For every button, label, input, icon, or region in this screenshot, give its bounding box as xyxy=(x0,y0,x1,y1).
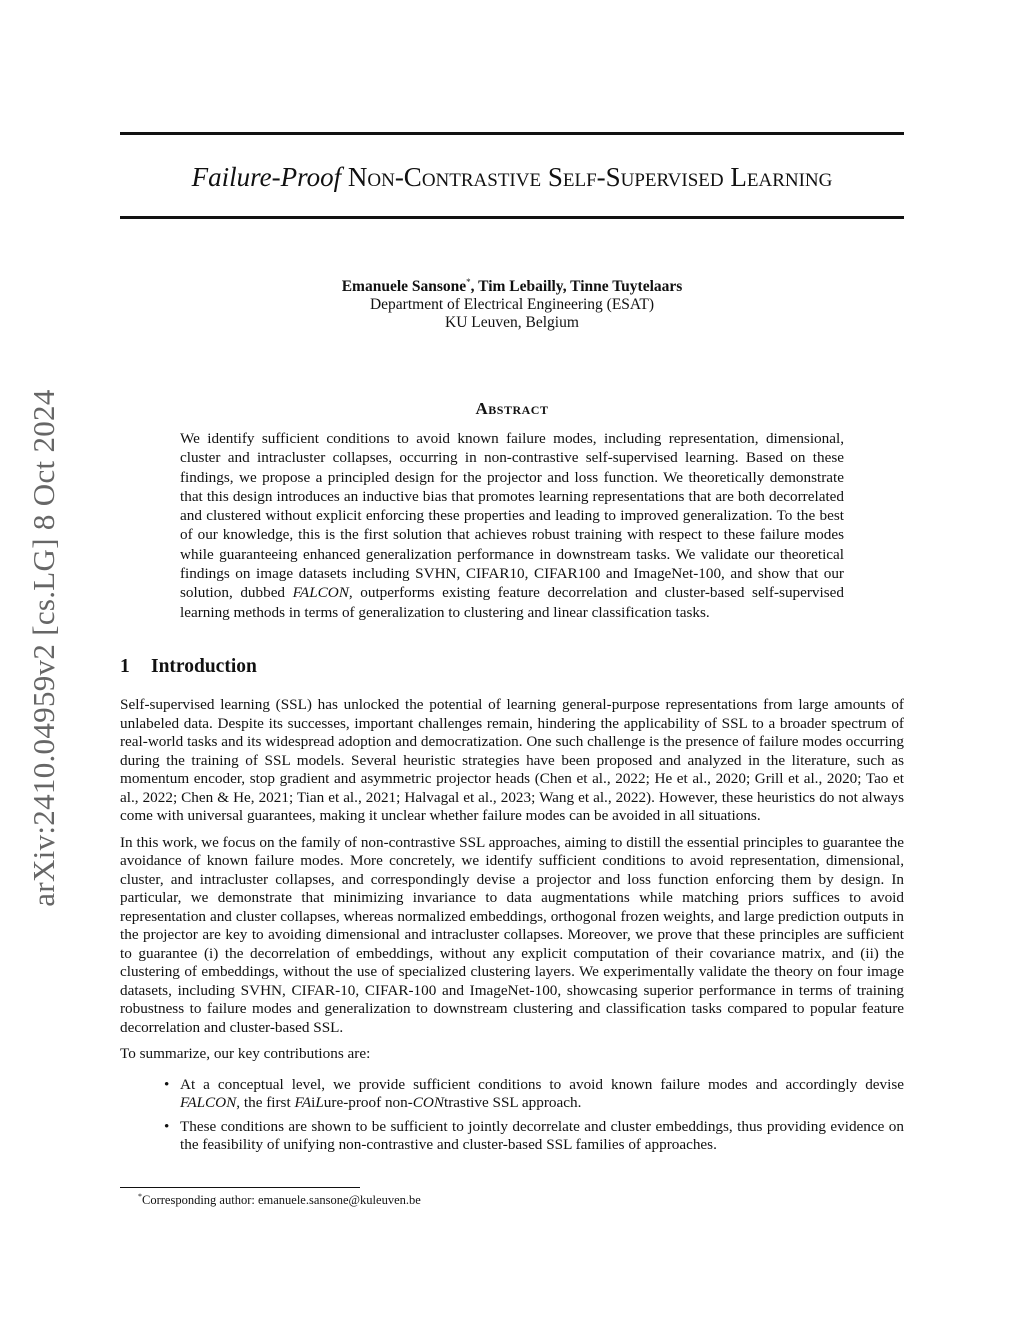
author-footnote-mark: * xyxy=(466,276,471,287)
section-number: 1 xyxy=(120,656,130,677)
bullet-icon: • xyxy=(164,1117,170,1135)
abstract-method-name: FALCON xyxy=(292,584,349,602)
section-title: Introduction xyxy=(151,656,257,677)
contributions-list xyxy=(120,1076,904,1155)
list-item xyxy=(120,1076,904,1113)
list-item xyxy=(120,1118,904,1155)
abstract-body-start: We identify sufficient conditions to avoid known failure modes, including representation, dimensional, cluster and intracluster collapses, occurring in non-contrastive self-supervised learning. Based on these findings, we propose a principled design for the projector and loss function. We theoretically demonstrate that this design introduces an inductive bias that promotes learning representations that are both decorrelated and clustered without explicit enforcing these properties and leading to improved generalization. To the best of our knowledge, this is the first solution that achieves robust training with respect to these failure modes while guaranteeing enhanced generalization performance in downstream tasks. We validate our theoretical findings on image datasets including SVHN, CIFAR10, CIFAR100 and ImageNet-100, and show that our solution, dubbed xyxy=(180,430,844,602)
title-italic-part: Failure-Proof xyxy=(191,162,342,192)
title-bottom-rule xyxy=(120,216,904,219)
author-names xyxy=(120,278,904,296)
paragraph: To summarize, our key contributions are: xyxy=(120,1045,371,1062)
bullet1-text-end: trastive SSL approach. xyxy=(444,1094,582,1111)
author-department: Department of Electrical Engineering (ESAT) xyxy=(369,296,655,313)
author-block xyxy=(120,278,904,332)
arxiv-identifier: arXiv:2410.04959v2 [cs.LG] 8 Oct 2024 xyxy=(26,389,61,907)
author-institution: KU Leuven, Belgium xyxy=(445,314,579,331)
bullet1-acronym-l: L xyxy=(315,1094,324,1111)
abstract-body-end: , outperforms existing feature decorrelation and cluster-based self-supervised learning methods in terms of generalization to clustering and linear classification tasks. xyxy=(180,584,844,621)
footnote-mark: * xyxy=(138,1191,142,1201)
footnote-rule xyxy=(120,1187,360,1188)
footnote-text: Corresponding author: emanuele.sansone@kuleuven.be xyxy=(142,1193,421,1207)
section-heading xyxy=(120,656,257,678)
title-main-part: Non-Contrastive Self-Supervised Learning xyxy=(347,162,833,192)
paragraph: Self-supervised learning (SSL) has unlocked the potential of learning general-purpose representations from large amounts of unlabeled data. Despite its successes, important challenges remain, hindering the applicability of SSL to a broader spectrum of real-world tasks and its widespread adoption and democratization. One such challenge is the presence of failure modes occurring during the training of SSL models. Several heuristic strategies have been proposed and analyzed in the literature, such as momentum encoder, stop gradient and asymmetric projector heads (Chen et al., 2022; He et al., 2020; Grill et al., 2020; Tao et al., 2022; Chen & He, 2021; Tian et al., 2021; Halvagal et al., 2023; Wang et al., 2022). However, these heuristics do not always come with universal guarantees, making it unclear whether failure modes can be avoided in all situations. xyxy=(120,696,904,824)
abstract-text xyxy=(180,429,844,622)
paper-title xyxy=(120,160,904,194)
bullet-icon: • xyxy=(164,1075,170,1093)
bullet1-acronym-i: i xyxy=(311,1094,316,1111)
introduction-body xyxy=(120,696,904,1160)
bullet1-text-start: At a conceptual level, we provide sufficient conditions to avoid known failure modes and accordingly devise xyxy=(180,1075,904,1093)
bullet1-acronym-fa: FA xyxy=(294,1094,312,1111)
bullet2-text: These conditions are shown to be sufficient to jointly decorrelate and cluster embeddings, thus providing evidence on the feasibility of unifying non-contrastive and cluster-based SSL families of approaches. xyxy=(180,1117,904,1153)
bullet1-acronym-con: CON xyxy=(412,1094,445,1111)
abstract-heading: Abstract xyxy=(475,399,549,418)
bullet1-method-name: FALCON xyxy=(180,1094,237,1111)
bullet1-text-mid: , the first xyxy=(236,1094,295,1111)
footnote xyxy=(138,1192,898,1208)
author-names-rest: , Tim Lebailly, Tinne Tuytelaars xyxy=(470,278,683,295)
paragraph: In this work, we focus on the family of non-contrastive SSL approaches, aiming to distill the essential principles to guarantee the avoidance of known failure modes. More concretely, we identify sufficient conditions to avoid representation, dimensional, cluster, and intracluster collapses, and correspondingly devise a projector and loss function enforcing them by design. In particular, we demonstrate that minimizing invariance to data augmentations while matching priors suffices to avoid representation and cluster collapses, whereas normalized embeddings, orthogonal frozen weights, and large prediction outputs in the projector are key to avoiding dimensional and intracluster collapses. Moreover, we prove that these principles are sufficient to guarantee (i) the decorrelation of embeddings, without any explicit computation of their covariance matrix, and (ii) the clustering of embeddings, without the use of specialized clustering layers. We experimentally validate the theory on four image datasets, including SVHN, CIFAR-10, CIFAR-100 and ImageNet-100, showcasing superior performance in terms of training robustness to failure modes and generalization to downstream clustering and classification tasks compared to popular feature decorrelation and cluster-based SSL. xyxy=(120,833,904,1036)
title-top-rule xyxy=(120,132,904,135)
author-name-first: Emanuele Sansone xyxy=(341,278,467,295)
bullet1-text-mid2: ure-proof non- xyxy=(323,1094,413,1111)
